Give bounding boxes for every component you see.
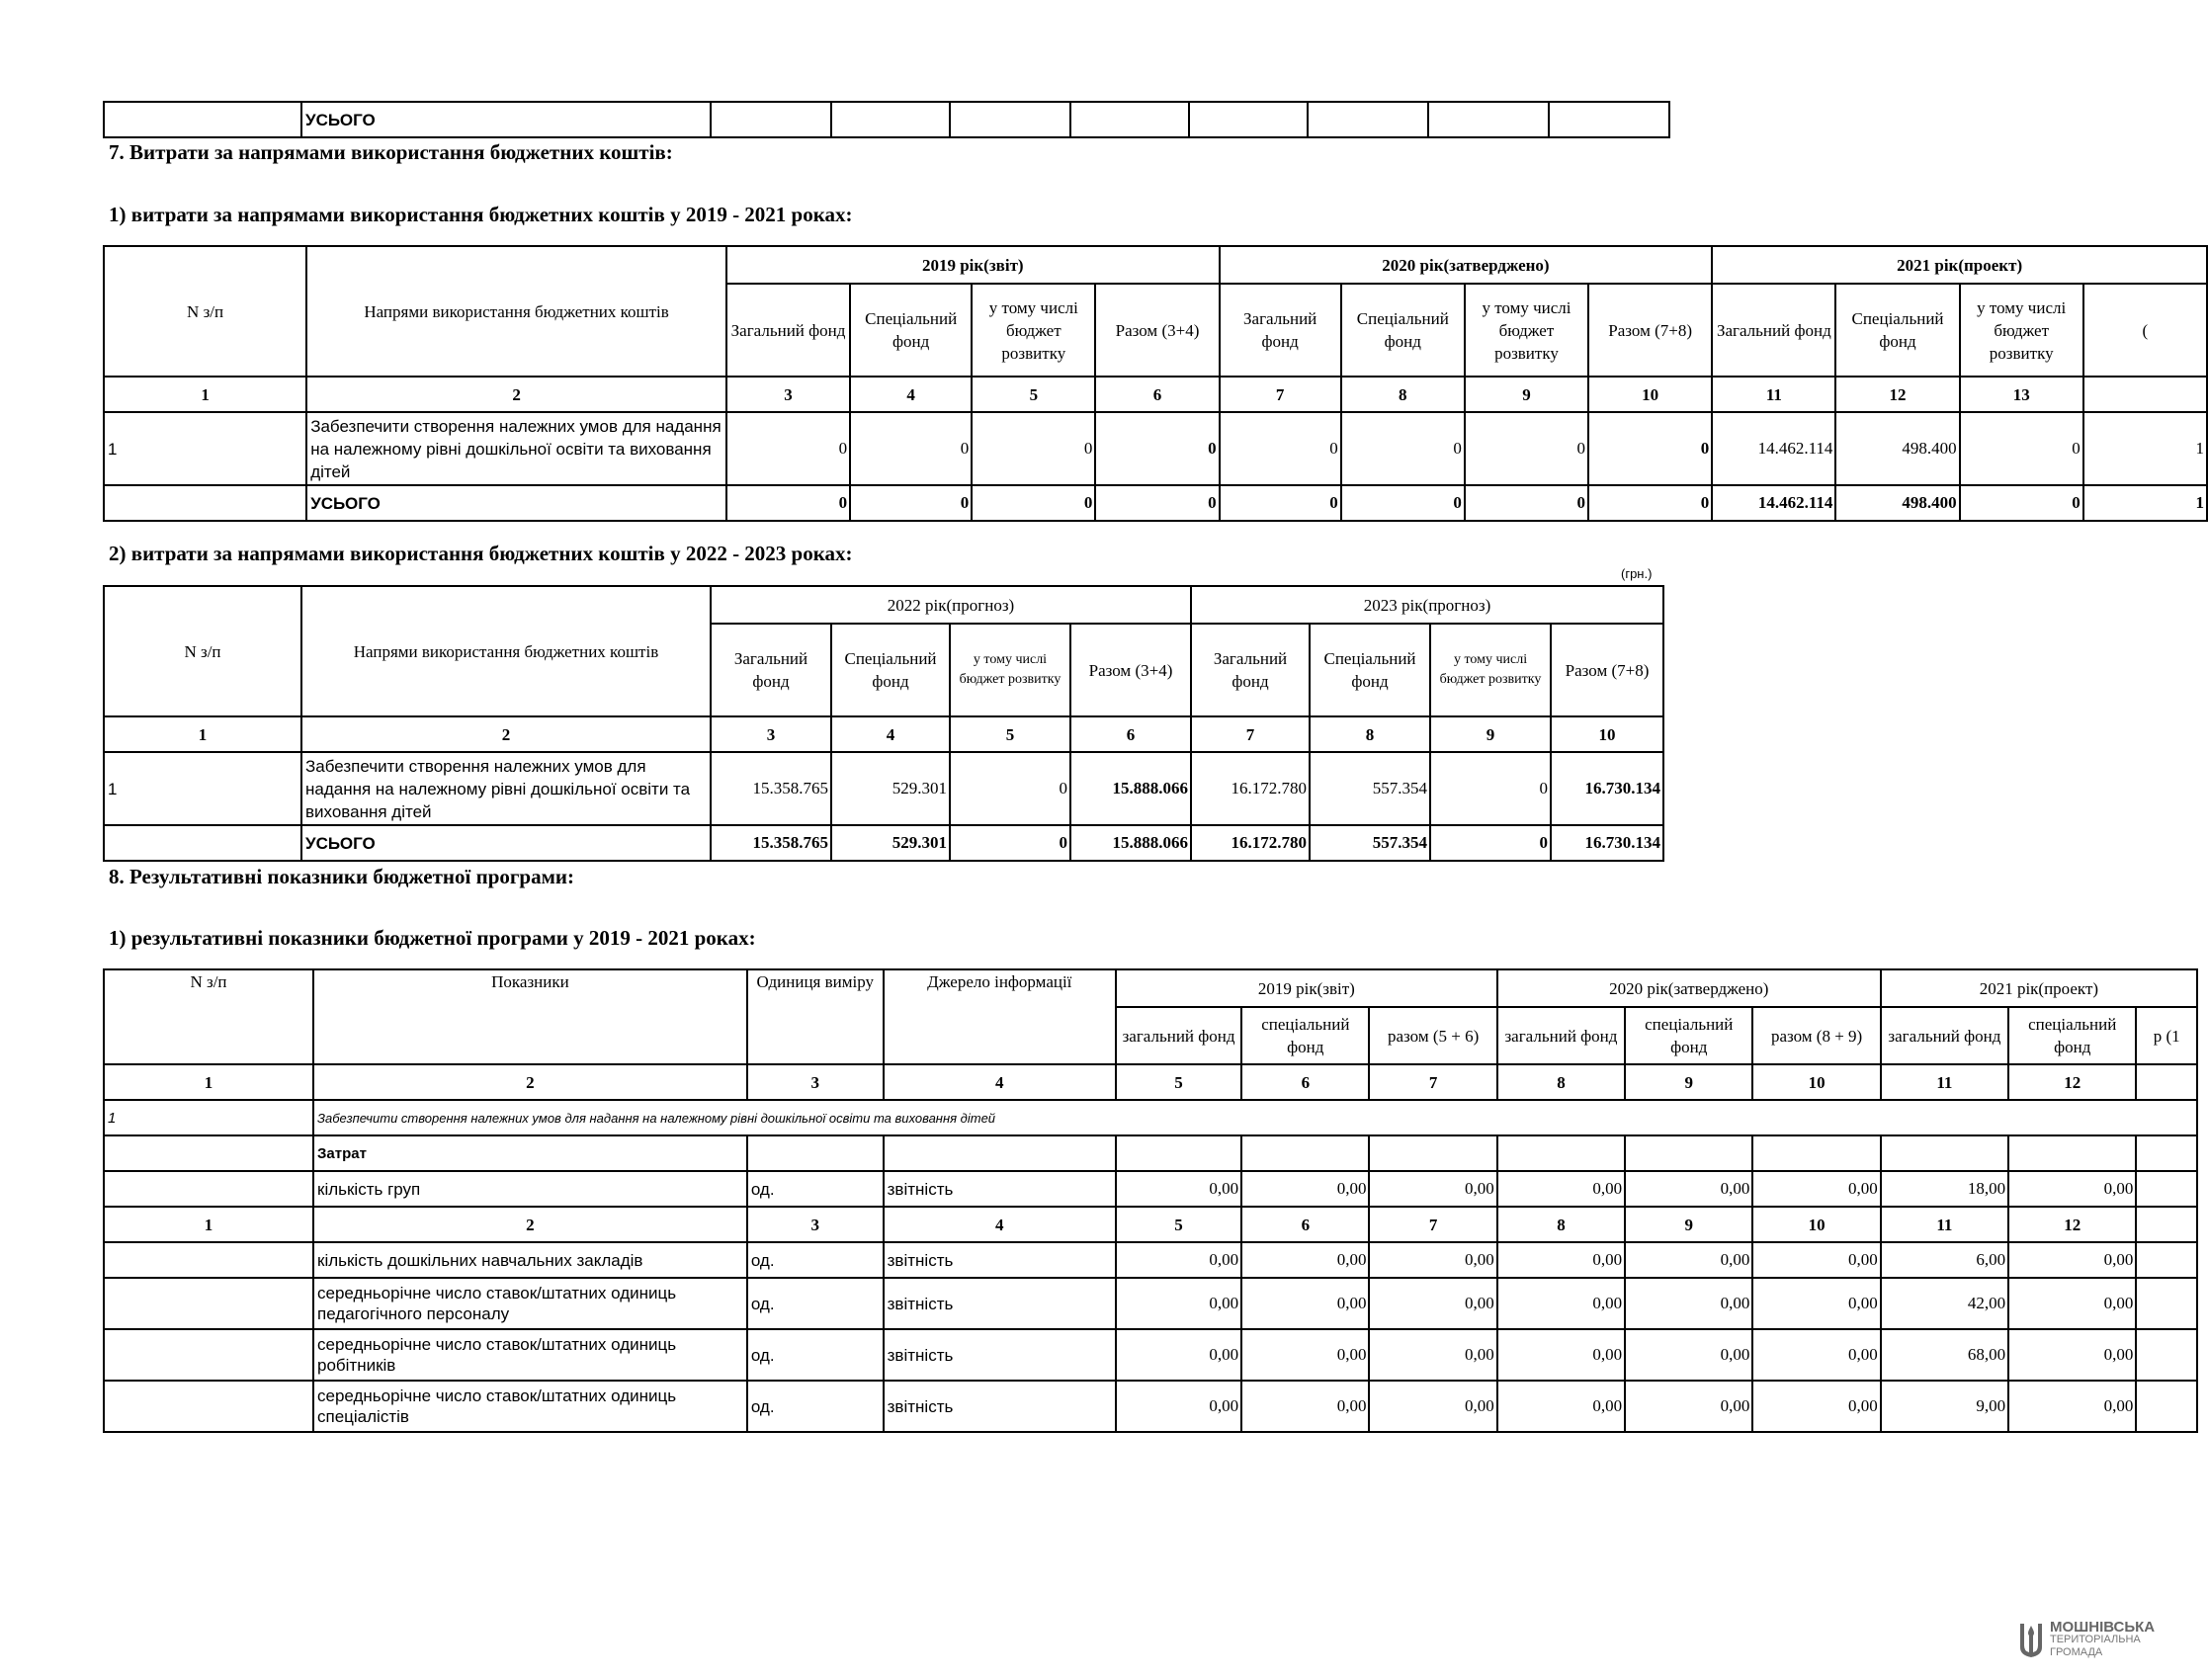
value-cell: 1 [2083, 412, 2207, 485]
column-number: 5 [1116, 1064, 1241, 1100]
value-cell: 0,00 [1752, 1329, 1880, 1381]
column-number: 10 [1752, 1064, 1880, 1100]
column-number: 12 [2008, 1064, 2136, 1100]
year-2019: 2019 рік(звіт) [1116, 969, 1497, 1007]
hdr-spec: Спеціальний фонд [1310, 624, 1430, 716]
hdr-sum: Разом (3+4) [1095, 284, 1219, 377]
column-number: 2 [313, 1207, 747, 1242]
value-cell: 0 [972, 412, 1095, 485]
hdr-sum: Разом (7+8) [1551, 624, 1663, 716]
value-cell: 0,00 [1752, 1381, 1880, 1432]
value-cell: 0,00 [2008, 1171, 2136, 1207]
column-number [2083, 377, 2207, 412]
column-number: 7 [1220, 377, 1341, 412]
value-cell: 14.462.114 [1712, 412, 1835, 485]
indicator-source: звітність [884, 1242, 1116, 1278]
value-cell: 15.358.765 [711, 752, 831, 825]
row-n [104, 1171, 313, 1207]
value-cell: 0 [1095, 412, 1219, 485]
value-cell: 0,00 [1625, 1171, 1752, 1207]
column-number: 8 [1341, 377, 1465, 412]
column-number: 1 [104, 377, 306, 412]
expenses-2019-2021-wrapper [103, 245, 2204, 522]
column-number: 9 [1625, 1064, 1752, 1100]
hdr-sum: Разом (7+8) [1588, 284, 1712, 377]
value-cell: 0,00 [1625, 1381, 1752, 1432]
value-cell: 0 [850, 412, 972, 485]
column-number [2136, 1207, 2197, 1242]
column-number: 3 [747, 1207, 884, 1242]
section-8-sub1: 1) результативні показники бюджетної програми у 2019 - 2021 роках: [109, 926, 756, 950]
value-cell: 0,00 [1369, 1242, 1496, 1278]
hdr-dev: у тому числі бюджет розвитку [1430, 624, 1551, 716]
value-cell: 18,00 [1881, 1171, 2008, 1207]
value-cell: 0,00 [1625, 1278, 1752, 1329]
hdr-sum: р (1 [2136, 1007, 2197, 1064]
column-number: 8 [1497, 1064, 1625, 1100]
indicator-source: звітність [884, 1329, 1116, 1381]
row-name: Забезпечити створення належних умов для надання на належному рівні дошкільної освіти та виховання дітей [306, 412, 726, 485]
value-cell: 0,00 [1497, 1381, 1625, 1432]
hdr-gen: Загальний фонд [1712, 284, 1835, 377]
row-n [104, 1381, 313, 1432]
indicator-source: звітність [884, 1381, 1116, 1432]
total-value-cell: 0 [1430, 825, 1551, 861]
task-n: 1 [104, 1100, 313, 1135]
value-cell: 0,00 [1116, 1278, 1241, 1329]
value-cell: 0,00 [1241, 1329, 1369, 1381]
task-name: Забезпечити створення належних умов для надання на належному рівні дошкільної освіти та виховання дітей [313, 1100, 2197, 1135]
total-value-cell: 0 [972, 485, 1095, 521]
year-2020: 2020 рік(затверджено) [1497, 969, 1881, 1007]
value-cell: 0,00 [1625, 1242, 1752, 1278]
col-indicator: Показники [313, 969, 747, 1064]
col-source: Джерело інформації [884, 969, 1116, 1064]
value-cell: 0,00 [1241, 1171, 1369, 1207]
column-number: 1 [104, 1064, 313, 1100]
column-number: 4 [831, 716, 950, 752]
row-n: 1 [104, 412, 306, 485]
indicators-2019-2021-table [103, 968, 2198, 1433]
column-number: 4 [850, 377, 972, 412]
year-2021: 2021 рік(проект) [1712, 246, 2207, 284]
total-value-cell: 14.462.114 [1712, 485, 1835, 521]
value-cell [2136, 1329, 2197, 1381]
hdr-spec: спеціальний фонд [2008, 1007, 2136, 1064]
value-cell: 0,00 [1116, 1171, 1241, 1207]
row-n [104, 1242, 313, 1278]
column-number: 10 [1551, 716, 1663, 752]
col-direction: Напрями використання бюджетних коштів [301, 586, 711, 716]
hdr-sum: Разом (3+4) [1070, 624, 1191, 716]
hdr-spec: Спеціальний фонд [1835, 284, 1959, 377]
value-cell: 0 [1588, 412, 1712, 485]
column-number [2136, 1064, 2197, 1100]
indicator-unit: од. [747, 1171, 884, 1207]
trident-icon [2018, 1622, 2044, 1659]
column-number: 6 [1241, 1207, 1369, 1242]
value-cell: 0,00 [1497, 1242, 1625, 1278]
value-cell: 0,00 [1369, 1171, 1496, 1207]
indicator-row [104, 1329, 2197, 1381]
group-label: Затрат [313, 1135, 747, 1171]
total-value-cell: 529.301 [831, 825, 950, 861]
column-number: 3 [711, 716, 831, 752]
value-cell: 0,00 [1752, 1278, 1880, 1329]
indicator-row [104, 1278, 2197, 1329]
column-number: 4 [884, 1207, 1116, 1242]
total-value-cell: 1 [2083, 485, 2207, 521]
column-number: 5 [972, 377, 1095, 412]
column-number: 7 [1369, 1207, 1496, 1242]
year-2019: 2019 рік(звіт) [726, 246, 1220, 284]
column-number: 9 [1465, 377, 1588, 412]
hdr-sum: разом (8 + 9) [1752, 1007, 1880, 1064]
total-label: УСЬОГО [306, 485, 726, 521]
value-cell [2136, 1242, 2197, 1278]
value-cell: 16.730.134 [1551, 752, 1663, 825]
indicator-name: середньорічне число ставок/штатних одиниць робітників [313, 1329, 747, 1381]
indicator-name: середньорічне число ставок/штатних одиниць педагогічного персоналу [313, 1278, 747, 1329]
indicator-row [104, 1381, 2197, 1432]
value-cell: 0 [1220, 412, 1341, 485]
column-number: 13 [1960, 377, 2083, 412]
top-total-label: УСЬОГО [301, 102, 711, 137]
column-number: 6 [1070, 716, 1191, 752]
hdr-gen: Загальний фонд [1191, 624, 1310, 716]
column-number: 9 [1430, 716, 1551, 752]
value-cell: 0,00 [2008, 1278, 2136, 1329]
indicator-source: звітність [884, 1278, 1116, 1329]
year-2023: 2023 рік(прогноз) [1191, 586, 1663, 624]
value-cell: 0,00 [1497, 1278, 1625, 1329]
value-cell: 0,00 [2008, 1242, 2136, 1278]
total-value-cell: 0 [1465, 485, 1588, 521]
value-cell: 0,00 [1497, 1171, 1625, 1207]
column-number: 11 [1712, 377, 1835, 412]
column-number: 2 [306, 377, 726, 412]
col-n: N з/п [104, 586, 301, 716]
hdr-dev: у тому числі бюджет розвитку [972, 284, 1095, 377]
value-cell: 0,00 [1369, 1329, 1496, 1381]
total-label: УСЬОГО [301, 825, 711, 861]
column-number: 12 [1835, 377, 1959, 412]
column-number: 1 [104, 1207, 313, 1242]
column-number: 12 [2008, 1207, 2136, 1242]
value-cell: 0 [1430, 752, 1551, 825]
value-cell: 9,00 [1881, 1381, 2008, 1432]
column-number: 3 [747, 1064, 884, 1100]
community-logo [2018, 1621, 2155, 1659]
column-number: 5 [1116, 1207, 1241, 1242]
total-value-cell: 0 [950, 825, 1070, 861]
value-cell: 0 [1341, 412, 1465, 485]
value-cell: 6,00 [1881, 1242, 2008, 1278]
value-cell: 0,00 [1241, 1278, 1369, 1329]
value-cell: 0,00 [1369, 1278, 1496, 1329]
total-value-cell: 0 [1588, 485, 1712, 521]
value-cell: 0 [950, 752, 1070, 825]
section-7-title: 7. Витрати за напрямами використання бюджетних коштів: [109, 140, 673, 164]
section-8-title: 8. Результативні показники бюджетної програми: [109, 865, 575, 888]
indicator-unit: од. [747, 1278, 884, 1329]
value-cell: 0,00 [2008, 1329, 2136, 1381]
total-value-cell: 16.172.780 [1191, 825, 1310, 861]
total-value-cell: 16.730.134 [1551, 825, 1663, 861]
indicator-row [104, 1171, 2197, 1207]
hdr-gen: загальний фонд [1497, 1007, 1625, 1064]
column-number: 1 [104, 716, 301, 752]
value-cell: 0 [726, 412, 850, 485]
value-cell: 16.172.780 [1191, 752, 1310, 825]
year-2022: 2022 рік(прогноз) [711, 586, 1191, 624]
hdr-sum: ( [2083, 284, 2207, 377]
total-value-cell: 0 [1341, 485, 1465, 521]
value-cell [2136, 1278, 2197, 1329]
hdr-spec: спеціальний фонд [1625, 1007, 1752, 1064]
value-cell: 557.354 [1310, 752, 1430, 825]
value-cell: 0,00 [1116, 1329, 1241, 1381]
total-value-cell: 498.400 [1835, 485, 1959, 521]
column-number: 3 [726, 377, 850, 412]
column-number: 6 [1241, 1064, 1369, 1100]
year-2021: 2021 рік(проект) [1881, 969, 2197, 1007]
column-number: 2 [301, 716, 711, 752]
col-n: N з/п [104, 969, 313, 1064]
hdr-gen: Загальний фонд [726, 284, 850, 377]
hdr-gen: Загальний фонд [711, 624, 831, 716]
col-unit: Одиниця виміру [747, 969, 884, 1064]
indicator-unit: од. [747, 1242, 884, 1278]
column-number: 7 [1191, 716, 1310, 752]
hdr-spec: Спеціальний фонд [831, 624, 950, 716]
logo-line1: МОШНІВСЬКА [2050, 1619, 2156, 1636]
indicator-name: кількість груп [313, 1171, 747, 1207]
year-2020: 2020 рік(затверджено) [1220, 246, 1713, 284]
indicator-source: звітність [884, 1171, 1116, 1207]
hdr-dev: у тому числі бюджет розвитку [1465, 284, 1588, 377]
row-n [104, 1278, 313, 1329]
row-n [104, 1329, 313, 1381]
value-cell: 0,00 [1625, 1329, 1752, 1381]
hdr-spec: Спеціальний фонд [850, 284, 972, 377]
hdr-dev: у тому числі бюджет розвитку [1960, 284, 2083, 377]
expenses-2022-2023-table [103, 585, 1664, 862]
row-name: Забезпечити створення належних умов для надання на належному рівні дошкільної освіти та виховання дітей [301, 752, 711, 825]
total-value-cell: 15.888.066 [1070, 825, 1191, 861]
value-cell: 0,00 [1116, 1242, 1241, 1278]
total-value-cell: 15.358.765 [711, 825, 831, 861]
value-cell: 0,00 [1369, 1381, 1496, 1432]
section-7-sub1: 1) витрати за напрямами використання бюджетних коштів у 2019 - 2021 роках: [109, 203, 853, 226]
value-cell: 0 [1960, 412, 2083, 485]
value-cell: 0,00 [1241, 1242, 1369, 1278]
logo-line2: ТЕРИТОРІАЛЬНА [2050, 1634, 2141, 1645]
column-number: 7 [1369, 1064, 1496, 1100]
total-value-cell: 0 [850, 485, 972, 521]
column-number: 8 [1310, 716, 1430, 752]
value-cell: 0,00 [1241, 1381, 1369, 1432]
total-value-cell: 0 [1960, 485, 2083, 521]
row-n: 1 [104, 752, 301, 825]
indicator-unit: од. [747, 1329, 884, 1381]
total-value-cell: 0 [1220, 485, 1341, 521]
column-number: 10 [1588, 377, 1712, 412]
column-number: 9 [1625, 1207, 1752, 1242]
column-number: 11 [1881, 1207, 2008, 1242]
value-cell [2136, 1171, 2197, 1207]
column-number: 8 [1497, 1207, 1625, 1242]
hdr-spec: Спеціальний фонд [1341, 284, 1465, 377]
hdr-dev: у тому числі бюджет розвитку [950, 624, 1070, 716]
total-value-cell: 0 [726, 485, 850, 521]
hdr-spec: спеціальний фонд [1241, 1007, 1369, 1064]
value-cell: 68,00 [1881, 1329, 2008, 1381]
indicator-row [104, 1242, 2197, 1278]
logo-line3: ГРОМАДА [2050, 1646, 2103, 1658]
col-direction: Напрями використання бюджетних коштів [306, 246, 726, 377]
indicator-name: кількість дошкільних навчальних закладів [313, 1242, 747, 1278]
value-cell: 498.400 [1835, 412, 1959, 485]
column-number: 5 [950, 716, 1070, 752]
value-cell: 0,00 [1752, 1242, 1880, 1278]
value-cell: 0,00 [2008, 1381, 2136, 1432]
indicator-name: середньорічне число ставок/штатних одиниць спеціалістів [313, 1381, 747, 1432]
top-total-table [103, 101, 1670, 138]
column-number: 10 [1752, 1207, 1880, 1242]
column-number: 4 [884, 1064, 1116, 1100]
indicators-wrapper [103, 968, 2180, 1433]
value-cell: 42,00 [1881, 1278, 2008, 1329]
value-cell: 15.888.066 [1070, 752, 1191, 825]
hdr-gen: загальний фонд [1116, 1007, 1241, 1064]
value-cell: 529.301 [831, 752, 950, 825]
hdr-sum: разом (5 + 6) [1369, 1007, 1496, 1064]
section-7-sub2: 2) витрати за напрямами використання бюджетних коштів у 2022 - 2023 роках: [109, 542, 853, 565]
column-number: 6 [1095, 377, 1219, 412]
value-cell [2136, 1381, 2197, 1432]
total-value-cell: 0 [1095, 485, 1219, 521]
value-cell: 0 [1465, 412, 1588, 485]
value-cell: 0,00 [1497, 1329, 1625, 1381]
hdr-gen: Загальний фонд [1220, 284, 1341, 377]
expenses-2019-2021-table [103, 245, 2208, 522]
value-cell: 0,00 [1116, 1381, 1241, 1432]
value-cell: 0,00 [1752, 1171, 1880, 1207]
indicator-unit: од. [747, 1381, 884, 1432]
hdr-gen: загальний фонд [1881, 1007, 2008, 1064]
column-number: 2 [313, 1064, 747, 1100]
col-n: N з/п [104, 246, 306, 377]
unit-label: (грн.) [1621, 566, 1653, 581]
total-value-cell: 557.354 [1310, 825, 1430, 861]
column-number: 11 [1881, 1064, 2008, 1100]
